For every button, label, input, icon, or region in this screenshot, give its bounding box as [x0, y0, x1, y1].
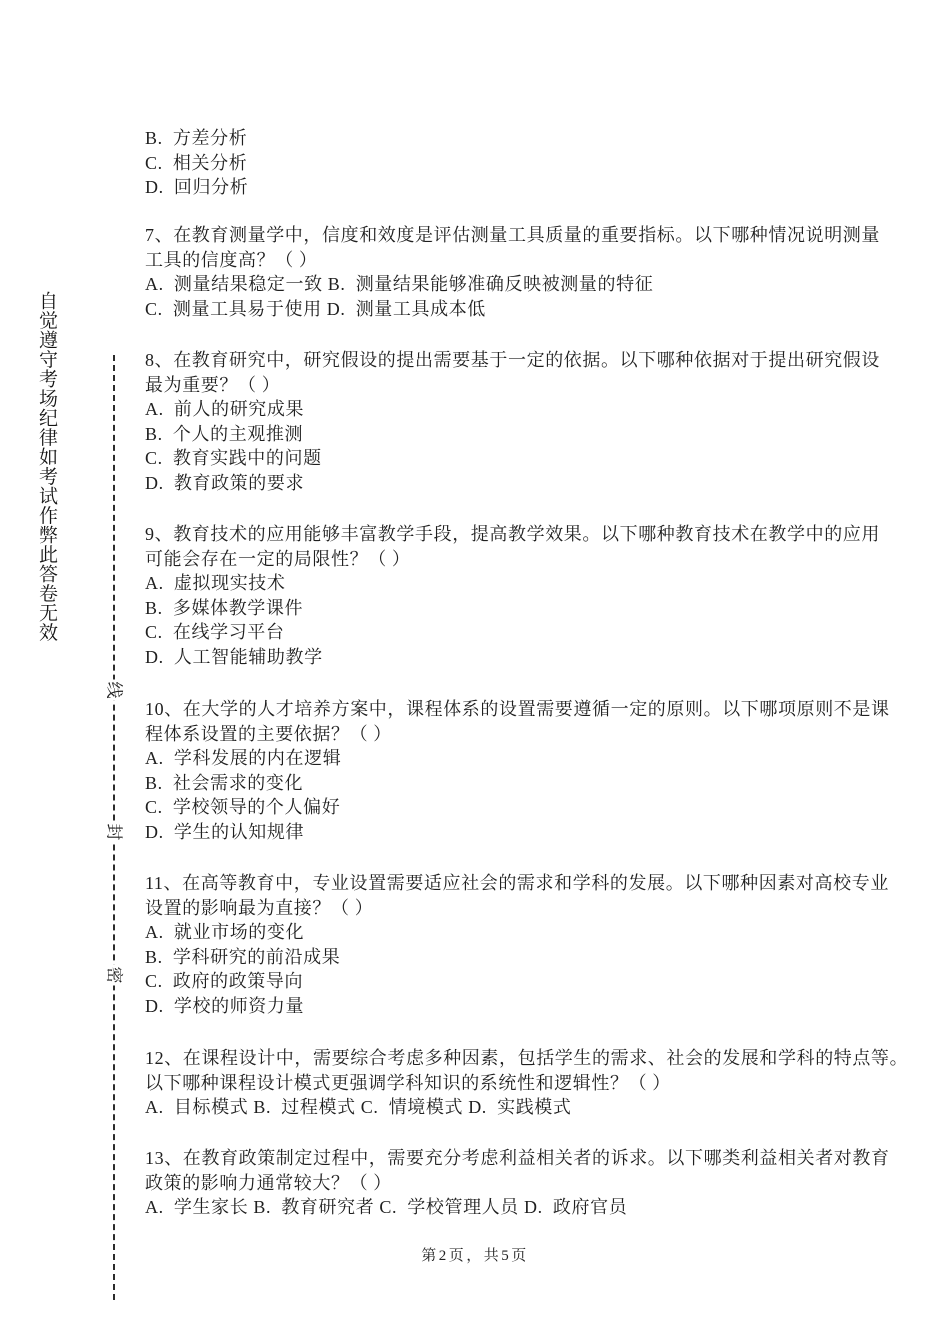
option-line: A. 前人的研究成果 — [145, 399, 305, 419]
seal-char-mi: 密 — [101, 965, 128, 986]
question-stem-line: 程体系设置的主要依据？（ ） — [145, 723, 392, 744]
question-stem-line: 政策的影响力通常较大？（ ） — [145, 1172, 392, 1193]
seal-char-feng: 封 — [101, 822, 128, 843]
question-block-11 — [145, 871, 925, 1018]
option-line: A. 学生家长 B. 教育研究者 C. 学校管理人员 D. 政府官员 — [145, 1197, 628, 1217]
option-line: D. 人工智能辅助教学 — [145, 646, 323, 667]
question-stem-line: 最为重要？（ ） — [145, 374, 281, 395]
question-stem-line: 设置的影响最为直接？（ ） — [145, 897, 374, 918]
option-line: C. 学校领导的个人偏好 — [145, 797, 341, 817]
page-number: 第2页，共5页 — [421, 1248, 529, 1264]
exam-discipline-notice: 自觉遵守考场纪律如考试作弊此答卷无效 — [36, 291, 57, 642]
question-block-6-partial — [145, 126, 925, 200]
question-block-8 — [145, 348, 925, 495]
seal-char-xian: 线 — [101, 680, 128, 701]
question-stem-line: 7、在教育测量学中，信度和效度是评估测量工具质量的重要指标。以下哪种情况说明测量 — [145, 225, 880, 245]
option-line: B. 多媒体教学课件 — [145, 597, 304, 618]
option-line: D. 教育政策的要求 — [145, 472, 305, 493]
option-line: A. 就业市场的变化 — [145, 922, 305, 942]
option-line: C. 教育实践中的问题 — [145, 448, 322, 468]
option-line: C. 相关分析 — [145, 152, 248, 173]
option-line: A. 虚拟现实技术 — [145, 573, 286, 593]
question-stem-line: 13、在教育政策制定过程中，需要充分考虑利益相关者的诉求。以下哪类利益相关者对教育 — [145, 1148, 890, 1168]
option-line: A. 目标模式 B. 过程模式 C. 情境模式 D. 实践模式 — [145, 1097, 572, 1117]
option-line: C. 在线学习平台 — [145, 622, 285, 642]
option-line: B. 学科研究的前沿成果 — [145, 946, 341, 967]
option-line: C. 政府的政策导向 — [145, 971, 304, 991]
question-stem-line: 可能会存在一定的局限性？（ ） — [145, 548, 411, 569]
option-line: A. 测量结果稳定一致 B. 测量结果能够准确反映被测量的特征 — [145, 274, 654, 294]
question-stem-line: 8、在教育研究中，研究假设的提出需要基于一定的依据。以下哪种依据对于提出研究假设 — [145, 350, 880, 370]
question-stem-line: 10、在大学的人才培养方案中，课程体系的设置需要遵循一定的原则。以下哪项原则不是课 — [145, 699, 890, 719]
question-block-13 — [145, 1146, 925, 1220]
question-block-10 — [145, 697, 925, 844]
option-line: B. 个人的主观推测 — [145, 423, 304, 444]
question-stem-line: 11、在高等教育中，专业设置需要适应社会的需求和学科的发展。以下哪种因素对高校专业 — [145, 873, 889, 893]
question-block-9 — [145, 522, 925, 669]
question-stem-line: 以下哪种课程设计模式更强调学科知识的系统性和逻辑性？（ ） — [145, 1072, 671, 1093]
option-line: B. 方差分析 — [145, 128, 248, 148]
option-line: D. 学校的师资力量 — [145, 995, 305, 1016]
option-line: D. 回归分析 — [145, 177, 249, 197]
question-stem-line: 工具的信度高？（ ） — [145, 249, 318, 270]
question-stem-line: 12、在课程设计中，需要综合考虑多种因素，包括学生的需求、社会的发展和学科的特点等。 — [145, 1048, 909, 1068]
question-block-7 — [145, 223, 925, 321]
question-stem-line: 9、教育技术的应用能够丰富教学手段，提高教学效果。以下哪种教育技术在教学中的应用 — [145, 524, 880, 544]
option-line: D. 学生的认知规律 — [145, 821, 305, 842]
option-line: B. 社会需求的变化 — [145, 772, 304, 793]
option-line: C. 测量工具易于使用 D. 测量工具成本低 — [145, 298, 486, 319]
question-block-12 — [145, 1046, 925, 1120]
option-line: A. 学科发展的内在逻辑 — [145, 748, 342, 768]
